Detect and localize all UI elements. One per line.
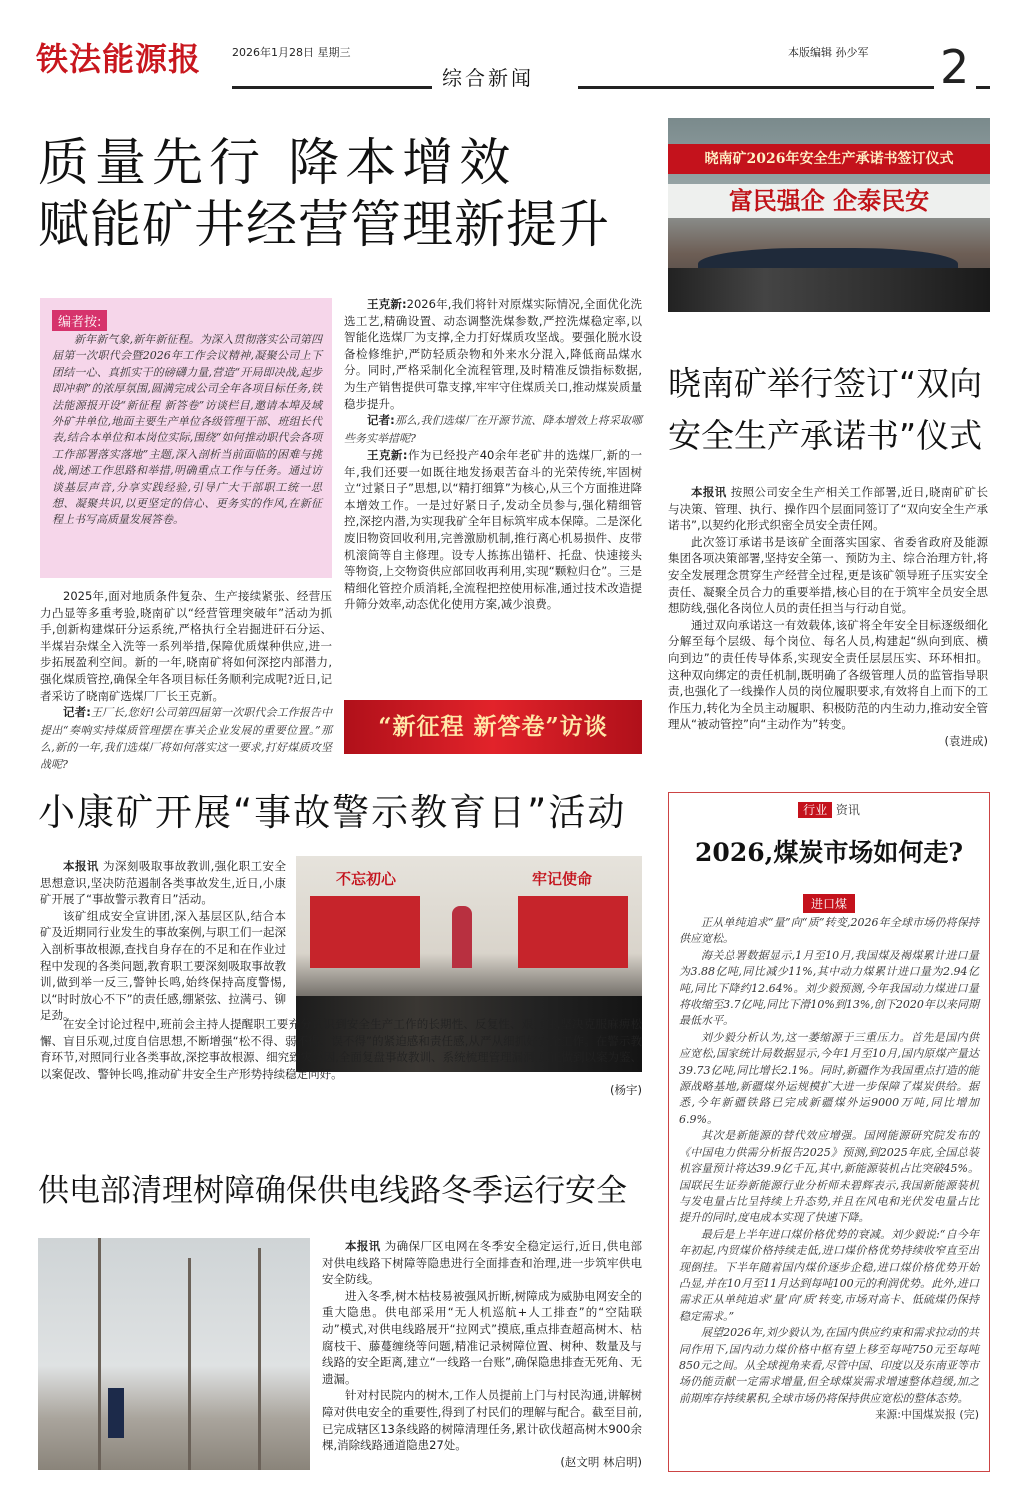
tree-trunk <box>188 1258 191 1470</box>
speaker-label: 王克新: <box>367 447 408 462</box>
market-paragraph: 正从单纯追求“量”向“质”转变,2026年全球市场仍将保持供应宽松。 <box>679 916 979 946</box>
market-paragraph: 展望2026年,刘少毅认为,在国内供应约束和需求拉动的共同作用下,国内动力煤价格中枢有望上移至每吨750元至每吨850元之间。从全球视角来看,尽管中国、印度以及东南亚等市场仍能贡献一定需求增量,但全球煤炭需求增速整体趋缓,加之前期库存持续累积,全球市场仍将保持供应宽松的整体态势。 <box>679 1326 979 1405</box>
signing-headline-line1: 晓南矿举行签订“双向 <box>668 364 983 403</box>
editor-note-tag: 编者按: <box>52 310 107 331</box>
industry-news-box <box>668 792 990 1472</box>
wall-poster-right <box>518 896 628 968</box>
lead-question <box>344 412 642 447</box>
tree-trunk <box>98 1238 101 1470</box>
lead-paragraph: 2025年,面对地质条件复杂、生产接续紧张、经营压力凸显等多重考验,晓南矿以“经营管理突破年”活动为抓手,创新构建煤矸分运系统,严格执行全岩掘进矸石分运、半煤岩杂煤全入洗等一系列举措,保障优质煤种供应,进一步拓展盈利空间。新的一年,晓南矿将如何深挖内部潜力,强化煤质管控,确保全年各项目标任务顺利完成呢?近日,记者采访了晓南矿选煤厂厂长王克新。 <box>40 589 332 703</box>
issue-date: 2026年1月28日 星期三 <box>232 46 351 59</box>
xiaokang-column-2 <box>40 1016 642 1099</box>
power-author: (赵文明 林启明) <box>560 1454 642 1469</box>
tree-clearing-photo <box>38 1238 310 1470</box>
xiaokang-column-1 <box>40 858 286 1024</box>
section-title: 综合新闻 <box>442 66 534 90</box>
lead-tag: 本报讯 <box>691 485 727 499</box>
signing-article <box>668 484 988 750</box>
lead-question <box>40 704 332 774</box>
signing-paragraph: 通过双向承诺这一有效载体,该矿将全年安全目标逐级细化分解至每个层级、每个岗位、每名人员,构建起“纵向到底、横向到边”的责任传导体系,实现安全责任层层压实、环环相扣。这种双向绑定的责任机制,既明确了各级管理人员的监管指导职责,也强化了一线操作人员的岗位履职要求,有效将自上而下的工作压力,转化为全员主动履职、积极防范的内生动力,推动安全管理从“被动管控”向“主动作为”转变。 <box>668 617 988 732</box>
lead-column-2 <box>344 296 642 613</box>
photo-banner-right: 牢记使命 <box>532 870 593 888</box>
answer-text: 作为已经投产40余年老矿井的选煤厂,新的一年,我们还要一如既往地发扬艰苦奋斗的光荣传统,牢固树立“过紧日子”思想,以“精打细算”为核心,从三个方面推进降本增效工作。一是过好紧日子,发动全员参与,强化精细管控,深挖内潜,为实现我矿全年目标筑牢成本保障。二是深化废旧物资回收利用,完善激励机制,推行离心机易损件、皮带机滚筒等自主修理。设专人拣拣出锚杆、托盘、快速接头等物资,上交物资供应部回收再利用,实现“颗粒归仓”。三是精细化管控介质消耗,全流程把控使用标准,通过技术改造提升筛分效率,动态优化使用方案,减少浪费。 <box>344 447 642 612</box>
industry-label: 资讯 <box>835 803 860 817</box>
market-paragraph: 最后是上半年进口煤价格优势的衰减。刘少毅说:“自今年年初起,内贸煤价格持续走低,进口煤价格优势持续收窄直至出现倒挂。下半年随着国内煤价逐步企稳,进口煤价格优势开始凸显,并在10月至11月达到每吨100元的利润优势。此外,进口需求正从单纯追求‘量’向‘质’转变,市场对高卡、低硫煤仍保持稳定需求。” <box>679 1227 979 1323</box>
interview-column-banner: “新征程 新答卷”访谈 <box>344 700 642 754</box>
speaker-label: 王克新: <box>367 297 407 311</box>
speaker-label: 记者: <box>367 413 395 428</box>
page-number-bar <box>976 86 990 89</box>
lead-tag: 本报讯 <box>345 1239 381 1253</box>
photo-banner-left: 不忘初心 <box>336 870 397 888</box>
page-editor: 本版编辑 孙少军 <box>788 46 869 59</box>
xiaokang-author: (杨宇) <box>610 1083 642 1098</box>
signing-ceremony-photo <box>668 118 990 312</box>
market-subtitle: 进口煤 <box>803 894 855 913</box>
header-rule-right <box>578 86 934 89</box>
industry-section-header <box>669 801 989 818</box>
newspaper-logo: 铁法能源报 <box>36 40 202 78</box>
industry-tag: 行业 <box>798 802 832 818</box>
power-paragraph: 进入冬季,树木枯枝易被强风折断,树障成为威胁电网安全的重大隐患。供电部采用“无人机巡航+人工排查”的“空陆联动”模式,对供电线路展开“拉网式”摸底,重点排查超高树木、枯腐枝干、藤蔓缠绕等问题,精准记录树障位置、树种、数量及与线路的安全距离,建立“一线路一台账”,确保隐患排查无死角、无遗漏。 <box>322 1288 642 1386</box>
signing-paragraph: 此次签订承诺书是该矿全面落实国家、省委省政府及能源集团各项决策部署,坚持安全第一、预防为主、综合治理方针,将安全发展理念贯穿生产经营全过程,更是该矿领导班子压实安全责任、凝聚全员合力的重要举措,核心目的在于筑牢全员安全思想防线,强化各岗位人员的责任担当与行动自觉。 <box>668 534 988 616</box>
signing-headline-line2: 安全生产承诺书”仪式 <box>668 416 983 455</box>
lead-answer <box>344 296 642 412</box>
market-paragraph: 刘少毅分析认为,这一萎缩源于三重压力。首先是国内供应宽松,国家统计局数据显示,今年1月至10月,国内原煤产量达39.73亿吨,同比增长2.1%。同时,新疆作为我国重点打造的能源战略基地,新疆煤外运规模扩大进一步保障了煤炭供给。据悉,今年新疆铁路已完成新疆煤外运9000万吨,同比增加6.9%。 <box>679 1030 979 1126</box>
power-paragraph: 针对村民院内的树木,工作人员提前上门与村民沟通,讲解树障对供电安全的重要性,得到了村民们的理解与配合。截至目前,已完成辖区13条线路的树障清理任务,累计砍伐超高树木900余棵,消除线路通道隐患27处。 <box>322 1388 642 1453</box>
power-headline: 供电部清理树障确保供电线路冬季运行安全 <box>38 1173 627 1209</box>
market-paragraph: 海关总署数据显示,1月至10月,我国煤及褐煤累计进口量为3.88亿吨,同比减少11%,其中动力煤累计进口量为2.94亿吨,同比下降约12.64%。刘少毅预测,今年我国动力煤进口量将收缩至3.7亿吨,同比下滑10%到13%,创下2020年以来同期最低水平。 <box>679 948 979 1028</box>
market-paragraph: 其次是新能源的替代效应增强。国网能源研究院发布的《中国电力供需分析报告2025》预测,到2025年底,全国总装机容量预计将达39.9亿千瓦,其中,新能源装机占比突破45%。国联民生证券新能源行业分析师未碧辉表示,我国新能源装机与发电量占比呈持续上升态势,并且在风电和光伏发电量占比提升的同时,度电成本实现了快速下降。 <box>679 1129 979 1225</box>
audience-row <box>668 268 990 312</box>
signing-author: (袁进成) <box>944 733 988 748</box>
market-article <box>679 915 979 1424</box>
worker-figure <box>108 1388 124 1438</box>
lead-headline-line1: 质量先行 降本增效 <box>38 134 517 193</box>
question-text: 那么,我们选煤厂在开源节流、降本增效上将采取哪些务实举措呢? <box>344 414 642 445</box>
xiaokang-paragraph: 本报讯 为深刻吸取事故教训,强化职工安全思想意识,坚决防范遏制各类事故发生,近日,小康矿开展了“事故警示教育日”活动。 <box>40 859 287 907</box>
answer-text: 2026年,我们将针对原煤实际情况,全面优化洗选工艺,精确设置、动态调整洗煤参数,严控洗煤稳定率,以智能化选煤厂为支撑,全力打好煤质攻坚战。要强化脱水设备检修维护,严防轻质杂物和外来水分混入,降低商品煤水分。同时,严格采制化全流程管理,及时精准反馈指标数据,为生产销售提供可靠支撑,牢牢守住煤质关口,推动煤炭质量稳步提升。 <box>344 297 642 411</box>
market-source: 来源:中国煤炭报 (完) <box>875 1408 979 1422</box>
power-article <box>322 1238 642 1470</box>
xiaokang-paragraph: 在安全讨论过程中,班前会主持人提醒职工要充分认识到安全生产工作的长期性、反复性、艰巨性,坚决克服麻痹松懈、盲目乐观,过度自信思想,不断增强“松不得、弱不得、误不得”的紧迫感和责任感,从严从细抓好安全工作。在警示教育环节,对照同行业各类事故,深挖事故根源、细究致灾诱因,全面复盘事故教训、系统梳理管理漏洞,真正做到以案为鉴、以案促改、警钟长鸣,推动矿井安全生产形势持续稳定向好。 <box>40 1017 642 1081</box>
signing-paragraph: 本报讯 按照公司安全生产相关工作部署,近日,晓南矿矿长与决策、管理、执行、操作四个层面同签订了“双向安全生产承诺书”,以契约化形式织密全员安全责任网。 <box>668 485 989 533</box>
photo-slogan: 富民强企 企泰民安 <box>668 184 990 218</box>
editor-note-box <box>40 298 332 578</box>
power-paragraph: 本报讯 为确保厂区电网在冬季安全稳定运行,近日,供电部对供电线路下树障等隐患进行全面排查和治理,进一步筑牢供电安全防线。 <box>322 1239 643 1287</box>
question-text: 王厂长,您好!公司第四届第一次职代会工作报告中提出“奏响实持煤质管理摆在事关企业发展的重要位置。”那么,新的一年,我们选煤厂将如何落实这一要求,打好煤质攻坚战呢? <box>40 706 332 772</box>
speaker-label: 记者: <box>63 705 91 720</box>
photo-banner: 晓南矿2026年安全生产承诺书签订仪式 <box>668 144 990 174</box>
speaker-figure <box>452 906 472 968</box>
editor-note-text: 新年新气象,新年新征程。为深入贯彻落实公司第四届第一次职代会暨2026年工作会议精神,凝聚公司上下团结一心、真抓实干的磅礴力量,营造“开局即决战,起步即冲刺”的浓厚氛围,圆满完成公司全年各项目标任务,铁法能源报开设“新征程 新答卷”访谈栏目,邀请本埠及域外矿井单位,地面主要生产单位各级管理干部、班组长代表,结合本单位和本岗位实际,围绕“如何推动职代会各项工作部署落实落地”主题,深入剖析当前面临的困难与挑战,阐述工作思路和举措,明确重点工作与任务。通过访谈基层声音,分享实践经验,引导广大干部职工统一思想、凝聚共识,以更坚定的信心、更务实的作风,在新征程上书写高质量发展答卷。 <box>52 333 322 527</box>
lead-answer <box>344 447 642 613</box>
xiaokang-headline: 小康矿开展“事故警示教育日”活动 <box>38 791 627 834</box>
market-headline: 2026,煤炭市场如何走? <box>695 838 963 867</box>
tree-trunk <box>258 1248 261 1470</box>
header-rule-left <box>232 86 432 89</box>
lead-tag: 本报讯 <box>63 859 99 873</box>
lead-column-1 <box>40 588 332 774</box>
lead-headline-line2: 赋能矿井经营管理新提升 <box>38 196 611 255</box>
page-number: 2 <box>940 40 970 94</box>
wall-poster-left <box>310 896 420 968</box>
xiaokang-paragraph: 该矿组成安全宣讲团,深入基层区队,结合本矿及近期同行业发生的事故案例,与职工们一起深入剖析事故根源,查找自身存在的不足和在作业过程中发现的各类问题,教育职工要深刻吸取事故教训,做到举一反三,警钟长鸣,始终保持高度警惕,以“时时放心不下”的责任感,绷紧弦、拉满弓、铆足劲。 <box>40 908 286 1023</box>
